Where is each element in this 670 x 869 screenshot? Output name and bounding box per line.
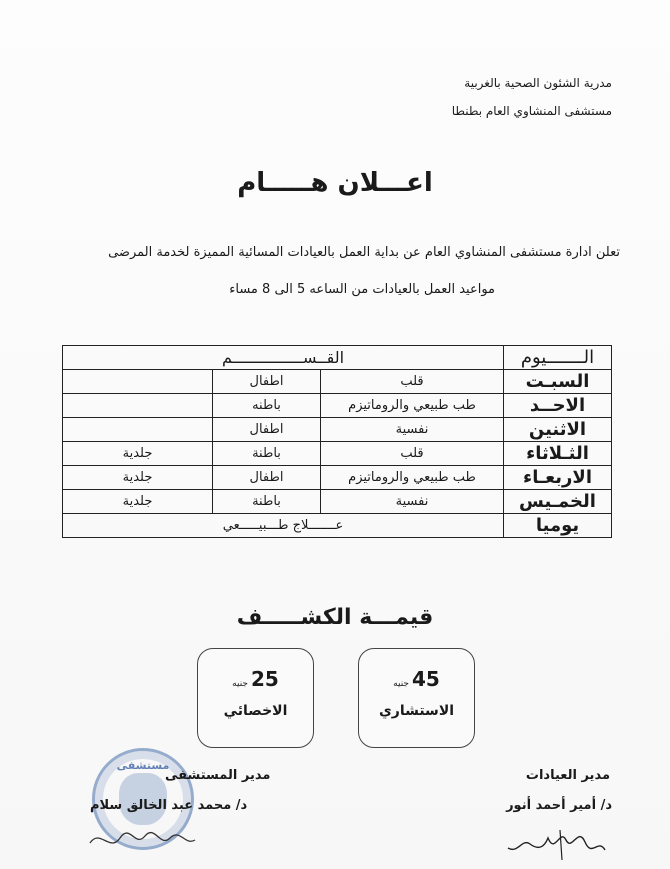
table-row-daily — [63, 514, 612, 538]
dept-cell: جلدية — [63, 490, 213, 514]
dept-cell: جلدية — [63, 466, 213, 490]
day-cell: الاحــد — [504, 394, 612, 418]
dept-cell: باطنة — [213, 442, 321, 466]
day-cell: الثـلاثاء — [504, 442, 612, 466]
daily-dept-cell: عـــــــلاج طـــبيـــــعي — [63, 514, 504, 538]
table-row — [63, 466, 612, 490]
dept-cell: باطنة — [213, 490, 321, 514]
dept-cell: باطنه — [213, 394, 321, 418]
consultant-fee-unit: جنيه — [393, 679, 409, 689]
hospital-line: مستشفى المنشاوي العام بطنطا — [451, 104, 612, 118]
table-row — [63, 418, 612, 442]
dept-cell: اطفال — [213, 466, 321, 490]
clinics-manager-title: مدير العيادات — [525, 768, 610, 783]
dept-cell: قلب — [321, 442, 504, 466]
directorate-line: مدرية الشئون الصحية بالغربية — [464, 76, 612, 90]
table-header-row — [63, 346, 612, 370]
dept-cell: جلدية — [63, 442, 213, 466]
fees-title: قيمـــة الكشـــــف — [236, 605, 434, 630]
dept-cell: طب طبيعي والروماتيزم — [321, 394, 504, 418]
day-cell: الاثنين — [504, 418, 612, 442]
table-row — [63, 490, 612, 514]
clinics-manager-name: د/ أمير أحمد أنور — [506, 798, 612, 813]
dept-cell: اطفال — [213, 370, 321, 394]
hospital-director-title: مدير المستشفى — [165, 768, 271, 783]
specialist-fee-box — [197, 648, 314, 748]
clinics-manager-signature — [500, 820, 620, 865]
dept-cell — [63, 394, 213, 418]
table-row — [63, 394, 612, 418]
dept-cell: قلب — [321, 370, 504, 394]
dept-cell: نفسية — [321, 418, 504, 442]
table-row — [63, 442, 612, 466]
clinic-schedule-table — [62, 345, 612, 538]
specialist-fee-label: الاخصائي — [223, 703, 288, 719]
hospital-director-name: د/ محمد عبد الخالق سلام — [90, 798, 248, 813]
dept-cell — [63, 370, 213, 394]
consultant-fee-amount-line — [359, 667, 474, 691]
dept-cell — [63, 418, 213, 442]
specialist-fee-unit: جنيه — [232, 679, 248, 689]
announcement-title: اعـــلان هـــــام — [237, 168, 433, 198]
consultant-fee-amount: 45 — [411, 667, 440, 691]
table-row — [63, 370, 612, 394]
day-cell: يوميا — [504, 514, 612, 538]
specialist-fee-amount-line — [198, 667, 313, 691]
day-cell: الخمـيس — [504, 490, 612, 514]
specialist-fee-amount: 25 — [250, 667, 279, 691]
dept-cell: طب طبيعي والروماتيزم — [321, 466, 504, 490]
day-cell: السبـت — [504, 370, 612, 394]
consultant-fee-label: الاستشاري — [378, 703, 455, 719]
day-column-header: الـــــــيوم — [504, 346, 612, 370]
intro-line-2: مواعيد العمل بالعيادات من الساعه 5 الى 8 مساء — [229, 282, 495, 297]
dept-cell: اطفال — [213, 418, 321, 442]
hospital-director-signature — [80, 818, 200, 858]
consultant-fee-box — [358, 648, 475, 748]
intro-line-1: تعلن ادارة مستشفى المنشاوي العام عن بداية العمل بالعيادات المسائية المميزة لخدمة المرضى — [108, 245, 620, 260]
dept-cell: نفسية — [321, 490, 504, 514]
day-cell: الاربعـاء — [504, 466, 612, 490]
seal-text: مستشفى — [116, 759, 170, 772]
department-column-header: القــســـــــــــــــم — [63, 346, 504, 370]
